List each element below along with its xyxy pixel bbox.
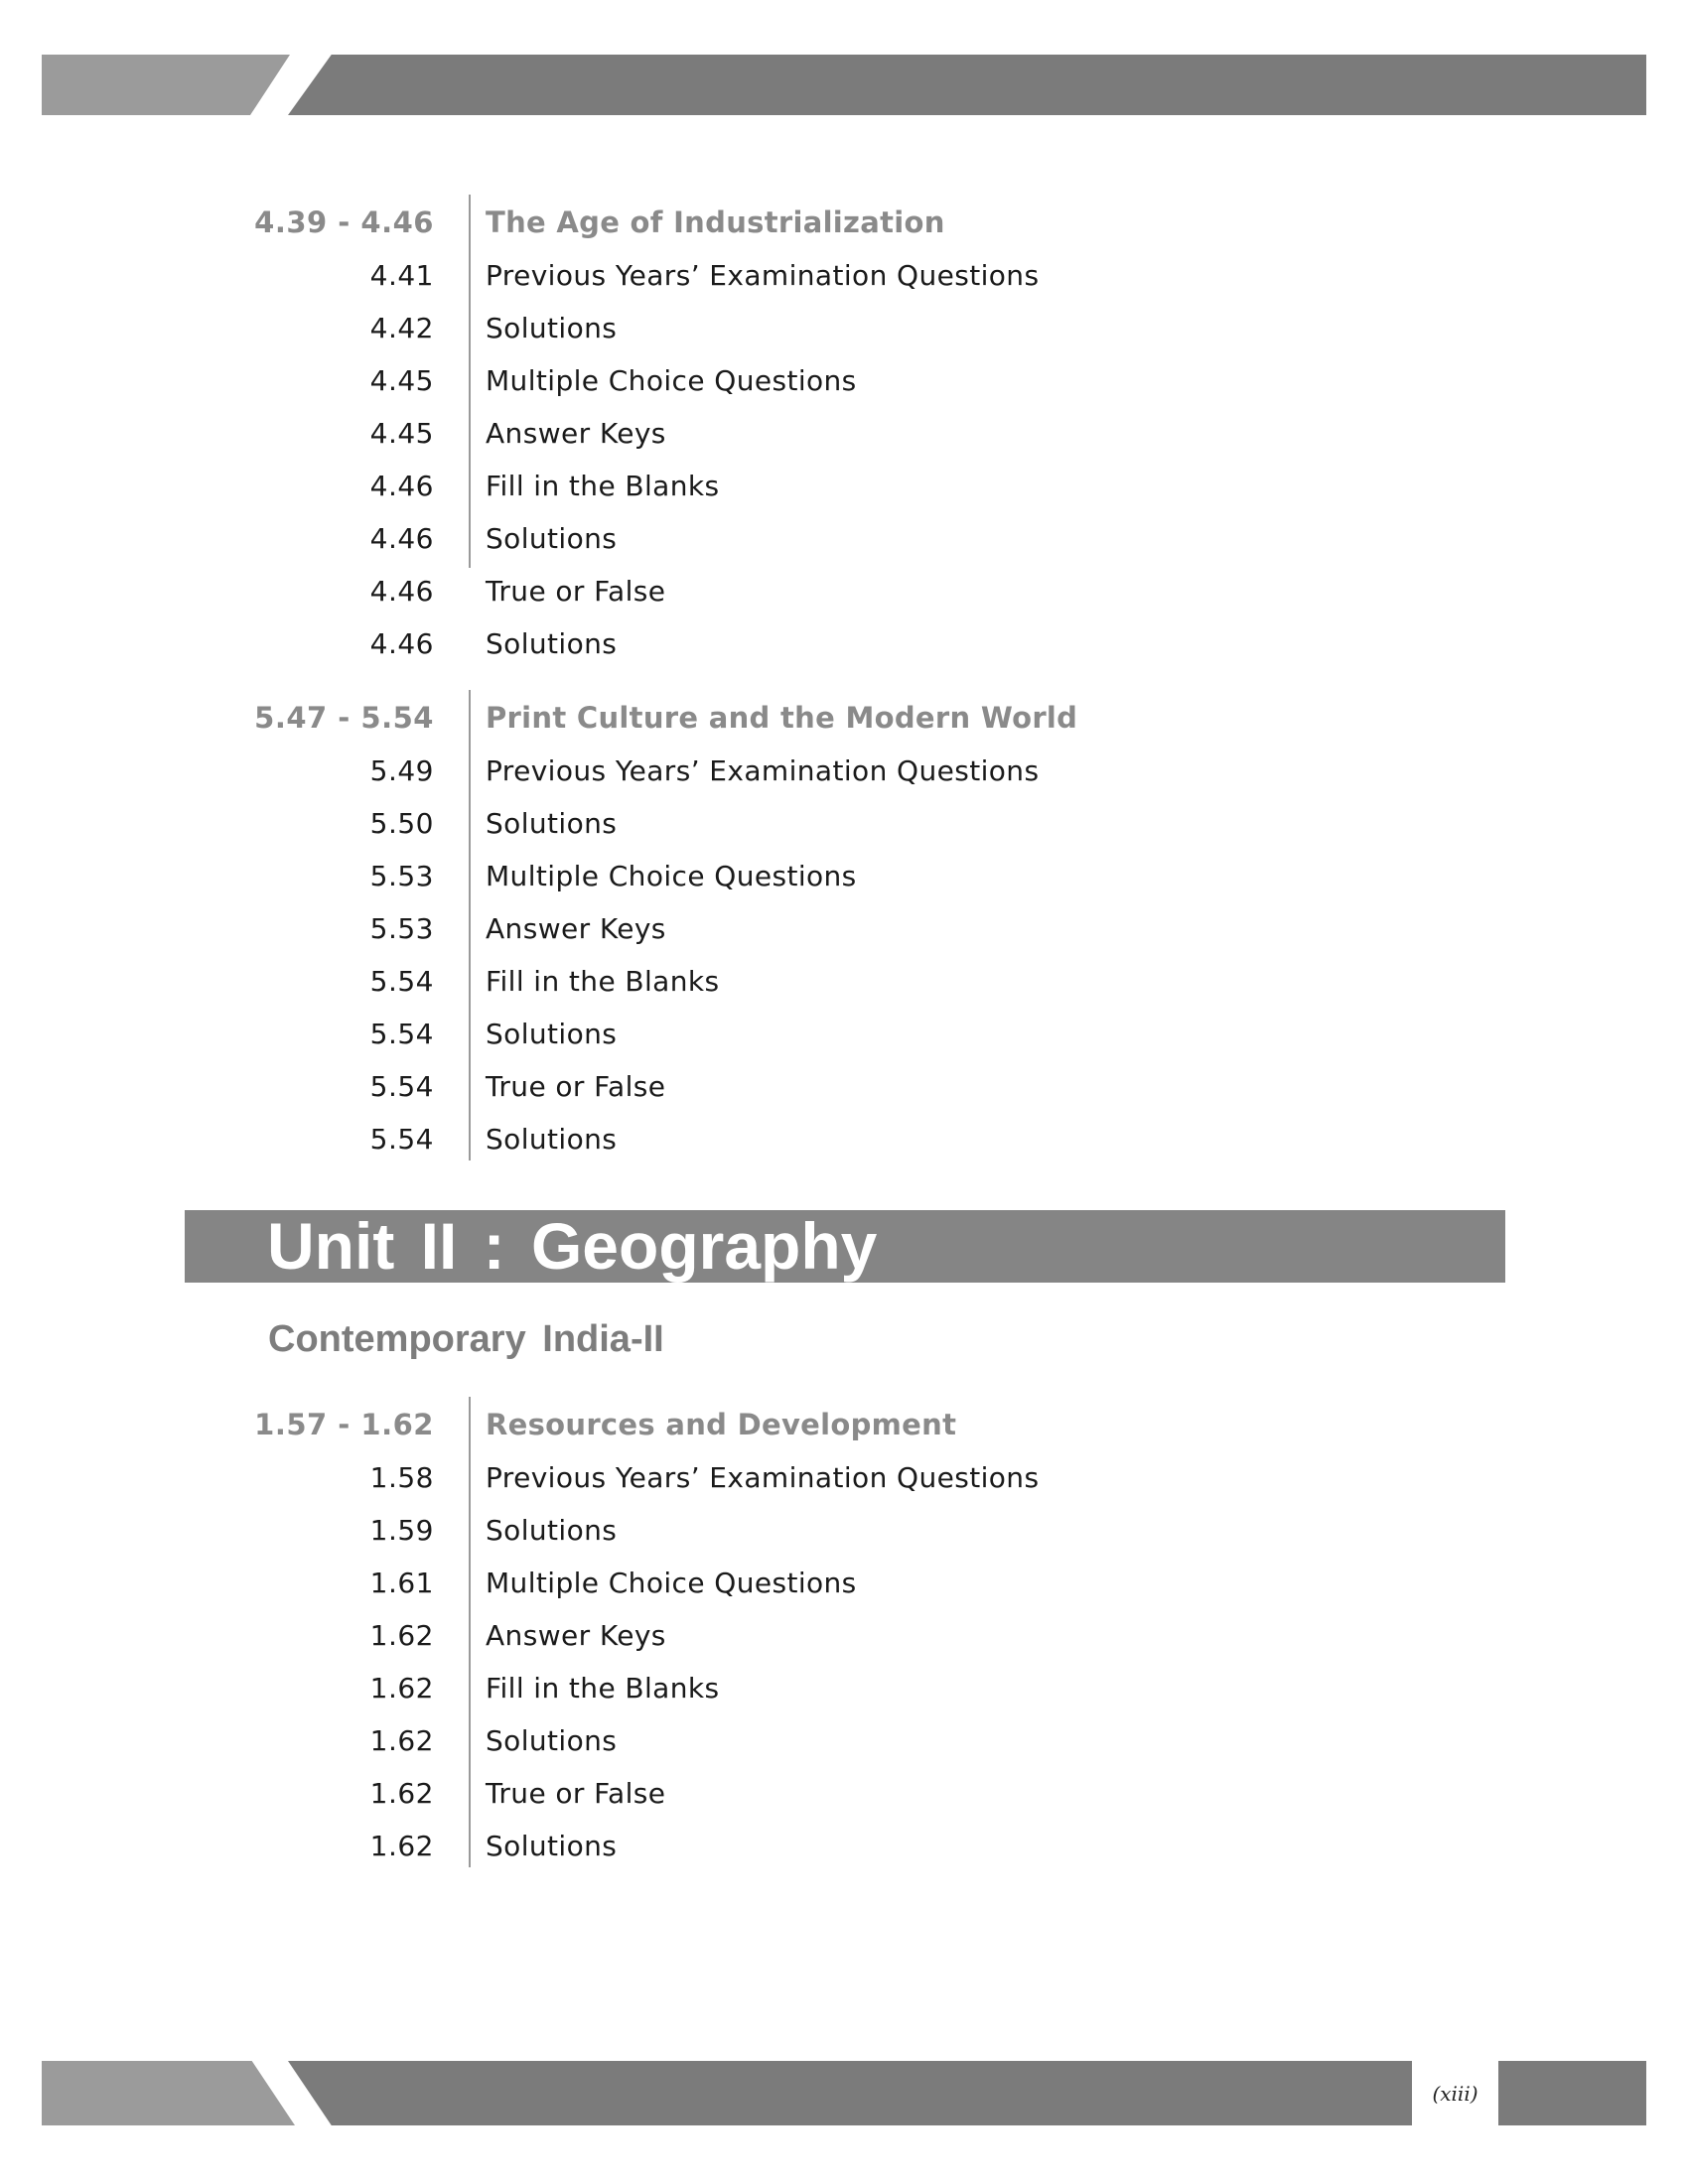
toc-entry-label: True or False <box>486 575 666 608</box>
toc-entry[interactable] <box>0 1015 1688 1054</box>
toc-entry-label: Multiple Choice Questions <box>486 1567 857 1599</box>
toc-entry[interactable] <box>0 962 1688 1002</box>
toc-section-range: 1.57 - 1.62 <box>254 1408 434 1441</box>
bottom-band-left-stripe <box>42 2061 295 2125</box>
toc-entry[interactable] <box>0 1774 1688 1814</box>
toc-entry-label: Previous Years’ Examination Questions <box>486 259 1040 292</box>
toc-entry-label: Solutions <box>486 1830 618 1862</box>
toc-entry[interactable] <box>0 1511 1688 1551</box>
toc-section-range: 4.39 - 4.46 <box>254 205 434 239</box>
toc-entry-page: 4.41 <box>369 259 434 292</box>
toc-entry-label: Answer Keys <box>486 417 666 450</box>
toc-entry-page: 5.54 <box>369 1070 434 1103</box>
toc-entry-label: Solutions <box>486 1123 618 1156</box>
book-title: Contemporary India-II <box>268 1318 664 1360</box>
toc-entry-label: Fill in the Blanks <box>486 965 720 998</box>
toc-entry-label: Previous Years’ Examination Questions <box>486 754 1040 787</box>
page-number: (xiii) <box>1412 2061 1498 2125</box>
toc-entry[interactable] <box>0 414 1688 454</box>
toc-entry-page: 1.62 <box>369 1777 434 1810</box>
toc-entry-page: 4.46 <box>369 627 434 660</box>
toc-entry[interactable] <box>0 1616 1688 1656</box>
toc-entry[interactable] <box>0 1669 1688 1708</box>
toc-entry-page: 4.46 <box>369 470 434 502</box>
unit-banner <box>185 1210 1505 1283</box>
toc-entry[interactable] <box>0 1721 1688 1761</box>
toc-entry[interactable] <box>0 857 1688 896</box>
toc-entry-page: 5.54 <box>369 965 434 998</box>
toc-entry[interactable] <box>0 1564 1688 1603</box>
toc-section-header[interactable] <box>0 203 1688 242</box>
toc-entry-label: Fill in the Blanks <box>486 1672 720 1705</box>
toc-entry[interactable] <box>0 909 1688 949</box>
toc-entry-label: Multiple Choice Questions <box>486 364 857 397</box>
toc-section-title: Print Culture and the Modern World <box>486 701 1078 735</box>
toc-entry-page: 4.46 <box>369 522 434 555</box>
toc-entry[interactable] <box>0 751 1688 791</box>
toc-entry-page: 4.42 <box>369 312 434 344</box>
toc-entry[interactable] <box>0 519 1688 559</box>
toc-entry[interactable] <box>0 624 1688 664</box>
toc-entry-label: Previous Years’ Examination Questions <box>486 1461 1040 1494</box>
toc-entry-page: 1.62 <box>369 1724 434 1757</box>
toc-entry-page: 1.61 <box>369 1567 434 1599</box>
toc-entry-page: 4.45 <box>369 364 434 397</box>
toc-section-header[interactable] <box>0 698 1688 738</box>
toc-entry-label: True or False <box>486 1070 666 1103</box>
toc-entry[interactable] <box>0 1067 1688 1107</box>
toc-entry-label: Answer Keys <box>486 912 666 945</box>
toc-entry-page: 1.62 <box>369 1830 434 1862</box>
toc-entry-page: 5.53 <box>369 912 434 945</box>
top-band-left-stripe <box>42 55 290 115</box>
toc-entry[interactable] <box>0 361 1688 401</box>
toc-entry-page: 5.50 <box>369 807 434 840</box>
toc-section-title: The Age of Industrialization <box>486 205 945 239</box>
toc-entry-page: 1.58 <box>369 1461 434 1494</box>
top-band-right-stripe <box>288 55 1646 115</box>
toc-entry[interactable] <box>0 309 1688 348</box>
toc-entry[interactable] <box>0 804 1688 844</box>
toc-entry-page: 5.54 <box>369 1018 434 1050</box>
toc-entry-page: 5.54 <box>369 1123 434 1156</box>
toc-entry[interactable] <box>0 572 1688 612</box>
toc-entry-page: 4.45 <box>369 417 434 450</box>
toc-entry[interactable] <box>0 467 1688 506</box>
toc-entry-page: 5.49 <box>369 754 434 787</box>
toc-entry-page: 1.62 <box>369 1619 434 1652</box>
toc-entry-label: Fill in the Blanks <box>486 470 720 502</box>
toc-entry-page: 1.59 <box>369 1514 434 1547</box>
toc-entry-page: 1.62 <box>369 1672 434 1705</box>
toc-entry[interactable] <box>0 1458 1688 1498</box>
toc-entry[interactable] <box>0 256 1688 296</box>
unit-title: Unit II : Geography <box>267 1209 878 1283</box>
toc-entry-page: 4.46 <box>369 575 434 608</box>
toc-entry-label: Solutions <box>486 1018 618 1050</box>
toc-section-title: Resources and Development <box>486 1408 957 1441</box>
toc-entry-label: Multiple Choice Questions <box>486 860 857 892</box>
toc-section-range: 5.47 - 5.54 <box>254 701 434 735</box>
toc-entry[interactable] <box>0 1120 1688 1160</box>
toc-entry-page: 5.53 <box>369 860 434 892</box>
toc-entry-label: Solutions <box>486 522 618 555</box>
toc-entry-label: Solutions <box>486 1514 618 1547</box>
toc-entry-label: True or False <box>486 1777 666 1810</box>
toc-entry-label: Solutions <box>486 1724 618 1757</box>
toc-entry-label: Solutions <box>486 807 618 840</box>
toc-entry[interactable] <box>0 1827 1688 1866</box>
toc-entry-label: Solutions <box>486 312 618 344</box>
toc-section-header[interactable] <box>0 1405 1688 1444</box>
toc-entry-label: Solutions <box>486 627 618 660</box>
toc-entry-label: Answer Keys <box>486 1619 666 1652</box>
